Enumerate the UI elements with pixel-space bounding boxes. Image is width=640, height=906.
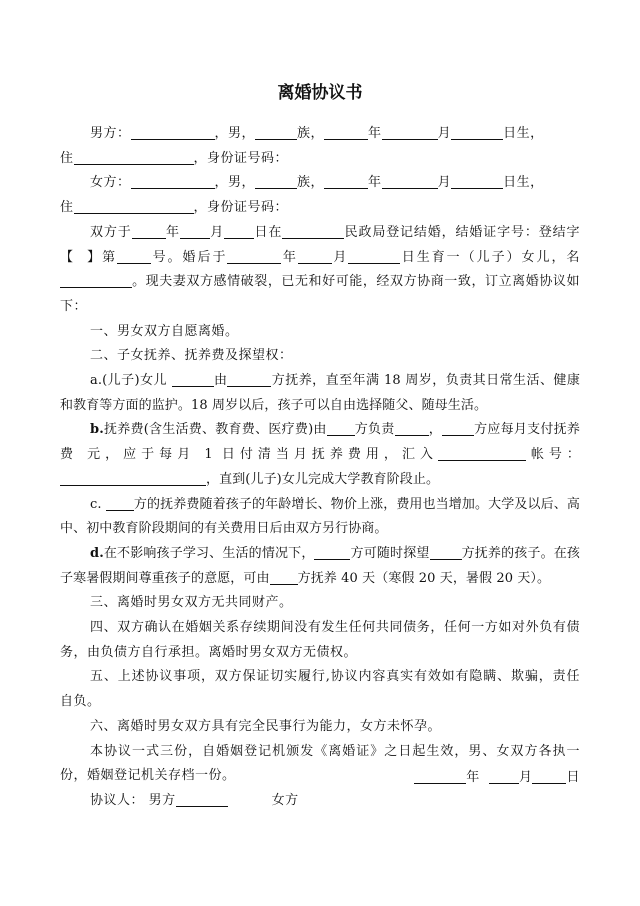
blank-field[interactable] — [224, 223, 254, 239]
blank-field[interactable] — [430, 544, 462, 560]
wife-address-line — [60, 196, 580, 221]
section-7: 本协议一式三份，自婚姻登记机颁发《离婚证》之日起生效，男、女双方各执一份，婚姻登记机关存档一份。 — [60, 743, 580, 784]
label: 日生， — [503, 126, 544, 141]
blank-field[interactable] — [227, 248, 281, 264]
section-5: 五、上述协议事项，双方保证切实履行,协议内容真实有效如有隐瞒、欺骗，责任自负。 — [60, 669, 580, 710]
label: 年 — [368, 175, 382, 191]
label: 族， — [297, 126, 325, 141]
label: ，男， — [214, 175, 256, 191]
blank-field[interactable] — [451, 173, 503, 189]
section-2: 二、子女抚养、抚养费及探望权： — [90, 348, 293, 364]
date-line: 年 月 日 — [414, 766, 580, 785]
clause-b: b.抚养费(含生活费、教育费、医疗费)由 方负责 ， 方应每月支付抚养费 元，应于每月 1 日付清当月抚养费用，汇入 帐号：，直到(儿子)女儿完成大学教育阶段止。 — [60, 422, 580, 487]
section-3: 三、离婚时男女双方无共同财产。 — [90, 595, 293, 611]
section-4: 四、双方确认在婚姻关系存续期间没有发生任何共同债务，任何一方如对外负有债务，由负债方自行承担。离婚时男女双方无债权。 — [60, 620, 580, 660]
blank-field[interactable] — [395, 420, 429, 436]
wife-line — [60, 171, 580, 196]
clause-c: c. 方的抚养费随着孩子的年龄增长、物价上涨，费用也当增加。大学及以后、高中、初中教育阶段期间的有关费用日后由双方另行协商。 — [60, 496, 580, 537]
blank-field[interactable] — [132, 223, 166, 239]
label: 年 — [368, 126, 382, 141]
blank-field[interactable] — [324, 124, 368, 140]
husband-address-line — [60, 147, 580, 172]
blank-field[interactable] — [172, 371, 214, 387]
year-field[interactable] — [414, 768, 466, 784]
label: ，身份证号码： — [193, 200, 289, 216]
blank-field[interactable] — [382, 173, 438, 189]
blank-field[interactable] — [131, 173, 215, 189]
blank-field[interactable] — [74, 198, 194, 214]
label: ，身份证号码： — [193, 150, 289, 166]
blank-field[interactable] — [106, 495, 134, 511]
blank-field[interactable] — [314, 544, 350, 560]
blank-field[interactable] — [438, 445, 526, 461]
husband-signature-field[interactable] — [176, 791, 228, 807]
blank-field[interactable] — [327, 420, 355, 436]
label: 女方： — [90, 175, 131, 191]
agreement-body — [60, 122, 580, 814]
section-1: 一、男女双方自愿离婚。 — [90, 323, 239, 339]
blank-field[interactable] — [117, 248, 151, 264]
blank-field[interactable] — [131, 124, 215, 140]
marriage-paragraph: 双方于 年 月 日在 民政局登记结婚，结婚证字号：登结字【 】第 号。婚后于 年 月 日生育一（儿子）女儿，名。现夫妻双方感情破裂，已无和好可能，经双方协商一致，订立离婚协议如下： — [60, 224, 580, 314]
blank-field[interactable] — [451, 124, 503, 140]
month-field[interactable] — [489, 768, 519, 784]
blank-field[interactable] — [60, 470, 206, 486]
blank-field[interactable] — [348, 248, 400, 264]
blank-field[interactable] — [324, 173, 368, 189]
label: 住 — [60, 200, 74, 216]
label: 日生， — [503, 175, 544, 191]
blank-field[interactable] — [442, 420, 474, 436]
blank-field[interactable] — [270, 569, 298, 585]
blank-field[interactable] — [74, 149, 194, 165]
blank-field[interactable] — [255, 124, 297, 140]
clause-d: d.在不影响孩子学习、生活的情况下， 方可随时探望 方抚养的孩子。在孩子寒暑假期间尊重孩子的意愿，可由 方抚养 40 天（寒假 20 天，暑假 20 天）。 — [60, 545, 580, 586]
section-6: 六、离婚时男女双方具有完全民事行为能力，女方未怀孕。 — [90, 718, 442, 734]
label: 月 — [437, 175, 452, 191]
blank-field[interactable] — [60, 272, 132, 288]
clause-a: a.(儿子)女儿 由 方抚养，直至年满 18 周岁，负责其日常生活、健康和教育等方面的监护。18 周岁以后，孩子可以自由选择随父、随母生活。 — [60, 373, 580, 413]
label: 男方： — [90, 126, 131, 141]
blank-field[interactable] — [180, 223, 210, 239]
label: 住 — [60, 150, 74, 166]
blank-field[interactable] — [382, 124, 438, 140]
document-title: 离婚协议书 — [277, 83, 363, 103]
blank-field[interactable] — [255, 173, 297, 189]
signature-line: 协议人： 男方 女方 — [90, 792, 299, 808]
blank-field[interactable] — [282, 223, 344, 239]
blank-field[interactable] — [298, 248, 332, 264]
day-field[interactable] — [532, 768, 566, 784]
label: 族， — [297, 175, 325, 191]
label: ，男， — [214, 126, 256, 141]
label: 月 — [437, 126, 452, 141]
husband-line — [60, 122, 580, 147]
blank-field[interactable] — [227, 371, 271, 387]
